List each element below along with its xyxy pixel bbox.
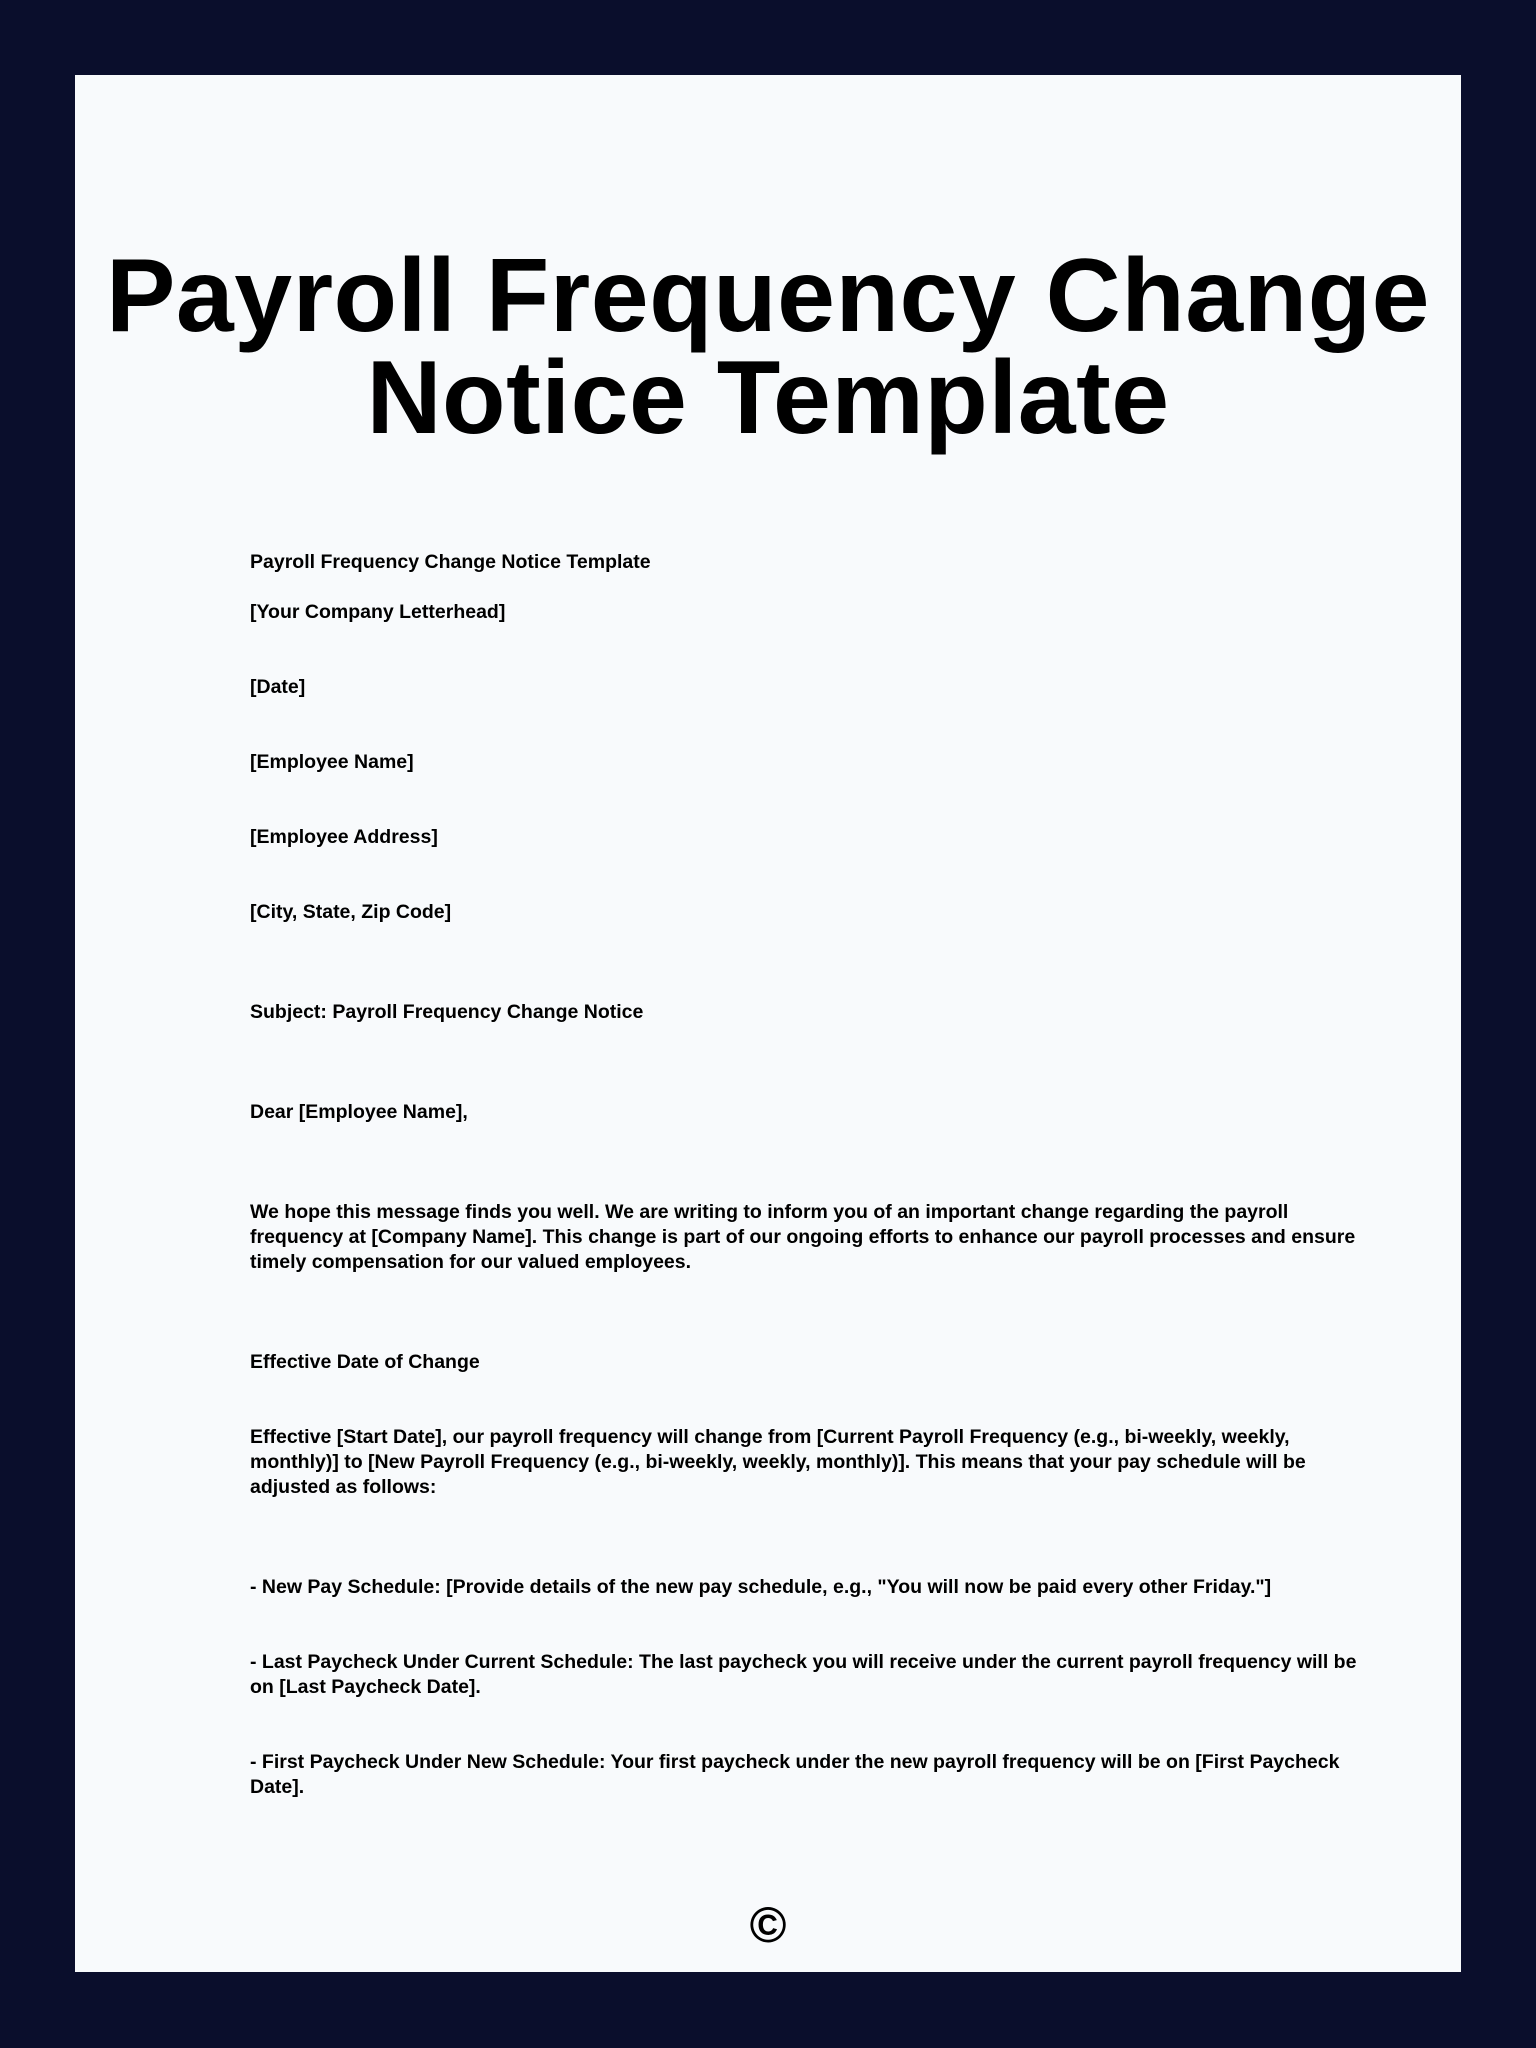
- subject-line: Subject: Payroll Frequency Change Notice: [250, 1001, 644, 1023]
- document-body: [250, 550, 1365, 1800]
- salutation: Dear [Employee Name],: [250, 1101, 468, 1123]
- list-item-new-schedule: - New Pay Schedule: [Provide details of the new pay schedule, e.g., "You will now be paid every other Friday."]: [250, 1576, 1272, 1598]
- document-page: [75, 75, 1461, 1972]
- company-letterhead: [Your Company Letterhead]: [250, 601, 506, 623]
- city-state-zip: [City, State, Zip Code]: [250, 901, 452, 923]
- date-placeholder: [Date]: [250, 676, 306, 698]
- intro-paragraph: We hope this message finds you well. We are writing to inform you of an important change regarding the payroll frequency at [Company Name]. This change is part of our ongoing efforts to enhance our payroll processes and ensure timely compensation for our valued employees.: [250, 1201, 1356, 1273]
- employee-address: [Employee Address]: [250, 826, 438, 848]
- section-heading-effective-date: Effective Date of Change: [250, 1351, 480, 1373]
- copyright-icon: ©: [749, 1897, 787, 1953]
- effective-date-paragraph: Effective [Start Date], our payroll frequency will change from [Current Payroll Frequency (e.g., bi-weekly, weekly, monthly)] to [New Payroll Frequency (e.g., bi-weekly, weekly, monthly)]. This means that your pay schedule will be adjusted as follows:: [250, 1426, 1306, 1498]
- employee-name: [Employee Name]: [250, 751, 414, 773]
- document-title: Payroll Frequency Change Notice Template: [106, 238, 1430, 456]
- list-item-last-paycheck: - Last Paycheck Under Current Schedule: The last paycheck you will receive under the current payroll frequency will be on [Last Paycheck Date].: [250, 1651, 1357, 1698]
- template-heading: Payroll Frequency Change Notice Template: [250, 551, 651, 573]
- list-item-first-paycheck: - First Paycheck Under New Schedule: Your first paycheck under the new payroll frequency will be on [First Paycheck Date].: [250, 1751, 1340, 1798]
